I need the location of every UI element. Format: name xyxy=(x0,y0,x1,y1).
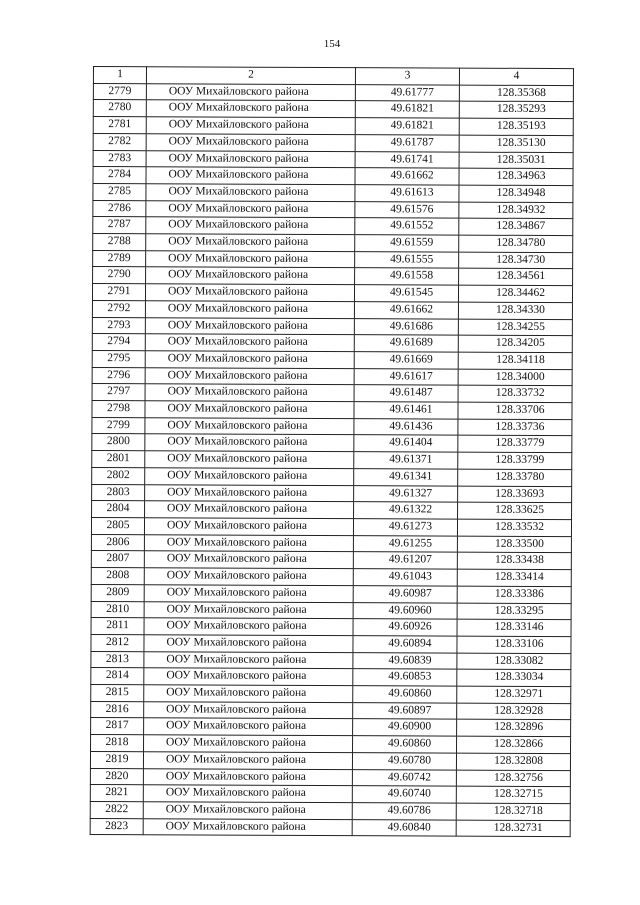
table-row xyxy=(93,183,573,202)
organization-name: ООУ Михайловского района xyxy=(144,618,353,636)
organization-name: ООУ Михайловского района xyxy=(146,184,355,202)
latitude-value: 49.61552 xyxy=(355,218,459,235)
longitude-value: 128.32928 xyxy=(457,703,571,720)
longitude-value: 128.34462 xyxy=(458,285,572,302)
longitude-value: 128.33779 xyxy=(458,436,572,453)
row-number: 2814 xyxy=(91,668,144,685)
longitude-value: 128.32731 xyxy=(456,820,570,837)
latitude-value: 49.60839 xyxy=(353,652,457,669)
row-number: 2780 xyxy=(93,100,146,117)
organization-name: ООУ Михайловского района xyxy=(146,267,355,285)
organization-name: ООУ Михайловского района xyxy=(145,484,354,502)
table-row xyxy=(92,317,572,336)
row-number: 2785 xyxy=(93,183,146,200)
table-row xyxy=(93,234,573,253)
row-number: 2816 xyxy=(91,701,144,718)
row-number: 2817 xyxy=(91,718,144,735)
row-number: 2809 xyxy=(91,584,144,601)
row-number: 2798 xyxy=(92,401,145,418)
organization-name: ООУ Михайловского района xyxy=(146,117,355,135)
organization-name: ООУ Михайловского района xyxy=(144,551,353,569)
row-number: 2801 xyxy=(92,451,145,468)
latitude-value: 49.60853 xyxy=(353,669,457,686)
organization-name: ООУ Михайловского района xyxy=(145,317,354,335)
row-number: 2822 xyxy=(90,801,143,818)
longitude-value: 128.32756 xyxy=(456,770,570,787)
latitude-value: 49.60900 xyxy=(353,719,457,736)
row-number: 2786 xyxy=(93,200,146,217)
table-row xyxy=(93,150,573,169)
latitude-value: 49.61043 xyxy=(353,569,457,586)
table-row xyxy=(92,334,572,353)
row-number: 2812 xyxy=(91,634,144,651)
table-row xyxy=(92,401,572,420)
longitude-value: 128.33414 xyxy=(457,569,571,586)
table-row xyxy=(90,768,570,787)
table-row xyxy=(91,651,571,670)
organization-name: ООУ Михайловского района xyxy=(146,150,355,168)
latitude-value: 49.60894 xyxy=(353,636,457,653)
organization-name: ООУ Михайловского района xyxy=(144,585,353,603)
organization-name: ООУ Михайловского района xyxy=(144,735,353,753)
header-col-4: 4 xyxy=(459,68,573,85)
latitude-value: 49.61207 xyxy=(353,552,457,569)
header-col-3: 3 xyxy=(355,68,459,85)
latitude-value: 49.61487 xyxy=(354,385,458,402)
table-row xyxy=(93,267,573,286)
table-row xyxy=(92,350,572,369)
row-number: 2823 xyxy=(90,818,143,835)
latitude-value: 49.60897 xyxy=(353,702,457,719)
page-number: 154 xyxy=(323,38,341,50)
longitude-value: 128.33736 xyxy=(458,419,572,436)
latitude-value: 49.61555 xyxy=(355,251,459,268)
table-row xyxy=(93,167,573,186)
longitude-value: 128.32896 xyxy=(457,720,571,737)
longitude-value: 128.33625 xyxy=(458,502,572,519)
latitude-value: 49.61273 xyxy=(353,519,457,536)
latitude-value: 49.60740 xyxy=(352,786,456,803)
longitude-value: 128.34561 xyxy=(459,269,573,286)
row-number: 2795 xyxy=(92,350,145,367)
row-number: 2794 xyxy=(92,334,145,351)
row-number: 2790 xyxy=(93,267,146,284)
header-col-1: 1 xyxy=(93,67,146,84)
row-number: 2800 xyxy=(92,434,145,451)
latitude-value: 49.61689 xyxy=(354,335,458,352)
latitude-value: 49.61371 xyxy=(354,452,458,469)
table-row xyxy=(90,751,570,770)
row-number: 2779 xyxy=(93,83,146,100)
row-number: 2799 xyxy=(92,417,145,434)
longitude-value: 128.33386 xyxy=(457,586,571,603)
organization-name: ООУ Михайловского района xyxy=(145,384,354,402)
table-row xyxy=(91,735,571,754)
longitude-value: 128.33106 xyxy=(457,636,571,653)
longitude-value: 128.35368 xyxy=(459,85,573,102)
longitude-value: 128.32718 xyxy=(456,803,570,820)
organization-name: ООУ Михайловского района xyxy=(146,100,355,118)
row-number: 2806 xyxy=(91,534,144,551)
table-row xyxy=(91,668,571,687)
latitude-value: 49.61741 xyxy=(355,151,459,168)
latitude-value: 49.61669 xyxy=(354,352,458,369)
organization-name: ООУ Михайловского района xyxy=(145,451,354,469)
table-row xyxy=(93,200,573,219)
table-row xyxy=(92,434,572,453)
longitude-value: 128.33780 xyxy=(458,469,572,486)
latitude-value: 49.61545 xyxy=(354,285,458,302)
table-row xyxy=(92,467,572,486)
row-number: 2813 xyxy=(91,651,144,668)
longitude-value: 128.34780 xyxy=(459,235,573,252)
table-row xyxy=(91,568,571,587)
longitude-value: 128.33082 xyxy=(457,653,571,670)
organization-name: ООУ Михайловского района xyxy=(146,250,355,268)
longitude-value: 128.35130 xyxy=(459,135,573,152)
organization-name: ООУ Михайловского района xyxy=(144,635,353,653)
table-row xyxy=(93,250,573,269)
longitude-value: 128.33706 xyxy=(458,402,572,419)
latitude-value: 49.60780 xyxy=(352,752,456,769)
row-number: 2819 xyxy=(90,751,143,768)
latitude-value: 49.61662 xyxy=(355,168,459,185)
organization-name: ООУ Михайловского района xyxy=(144,685,353,703)
organization-name: ООУ Михайловского района xyxy=(145,351,354,369)
organization-name: ООУ Михайловского района xyxy=(145,284,354,302)
longitude-value: 128.34932 xyxy=(459,202,573,219)
table-row xyxy=(92,384,572,403)
row-number: 2788 xyxy=(93,234,146,251)
latitude-value: 49.61558 xyxy=(355,268,459,285)
row-number: 2791 xyxy=(92,284,145,301)
longitude-value: 128.33799 xyxy=(458,452,572,469)
table-row xyxy=(90,801,570,820)
row-number: 2805 xyxy=(91,517,144,534)
organization-name: ООУ Михайловского района xyxy=(144,718,353,736)
row-number: 2796 xyxy=(92,367,145,384)
table-row xyxy=(91,634,571,653)
latitude-value: 49.60786 xyxy=(352,803,456,820)
organization-name: ООУ Михайловского района xyxy=(146,83,355,101)
table-row xyxy=(93,217,573,236)
latitude-value: 49.61613 xyxy=(355,185,459,202)
latitude-value: 49.61686 xyxy=(354,318,458,335)
longitude-value: 128.33034 xyxy=(457,669,571,686)
longitude-value: 128.32971 xyxy=(457,686,571,703)
table-row xyxy=(91,517,571,536)
table-body xyxy=(90,83,573,837)
latitude-value: 49.61787 xyxy=(355,134,459,151)
row-number: 2784 xyxy=(93,167,146,184)
organization-name: ООУ Михайловского района xyxy=(145,401,354,419)
row-number: 2811 xyxy=(91,618,144,635)
latitude-value: 49.60860 xyxy=(353,736,457,753)
latitude-value: 49.60987 xyxy=(353,585,457,602)
row-number: 2792 xyxy=(92,300,145,317)
latitude-value: 49.61617 xyxy=(354,368,458,385)
table-row xyxy=(91,551,571,570)
longitude-value: 128.34730 xyxy=(459,252,573,269)
organization-name: ООУ Михайловского района xyxy=(146,234,355,252)
table-row xyxy=(91,601,571,620)
row-number: 2793 xyxy=(92,317,145,334)
latitude-value: 49.61576 xyxy=(355,201,459,218)
row-number: 2807 xyxy=(91,551,144,568)
row-number: 2821 xyxy=(90,785,143,802)
table-row xyxy=(92,284,572,303)
row-number: 2803 xyxy=(92,484,145,501)
longitude-value: 128.35031 xyxy=(459,152,573,169)
row-number: 2815 xyxy=(91,685,144,702)
organization-name: ООУ Михайловского района xyxy=(145,468,354,486)
table-row xyxy=(91,685,571,704)
longitude-value: 128.33438 xyxy=(457,552,571,569)
header-col-2: 2 xyxy=(146,67,355,85)
organization-name: ООУ Михайловского района xyxy=(143,802,352,820)
longitude-value: 128.32808 xyxy=(456,753,570,770)
organization-name: ООУ Михайловского района xyxy=(143,818,352,836)
row-number: 2818 xyxy=(91,735,144,752)
organization-name: ООУ Михайловского района xyxy=(145,367,354,385)
table-row xyxy=(90,785,570,804)
longitude-value: 128.33532 xyxy=(457,519,571,536)
organization-name: ООУ Михайловского района xyxy=(144,568,353,586)
latitude-value: 49.61821 xyxy=(355,118,459,135)
latitude-value: 49.60742 xyxy=(352,769,456,786)
table-row xyxy=(92,484,572,503)
table-row xyxy=(90,818,570,837)
latitude-value: 49.60860 xyxy=(353,686,457,703)
longitude-value: 128.34255 xyxy=(458,319,572,336)
organization-name: ООУ Михайловского района xyxy=(146,217,355,235)
longitude-value: 128.33732 xyxy=(458,385,572,402)
row-number: 2802 xyxy=(92,467,145,484)
longitude-value: 128.32866 xyxy=(457,736,571,753)
table-header-row xyxy=(93,67,573,86)
row-number: 2804 xyxy=(92,501,145,518)
organization-name: ООУ Михайловского района xyxy=(144,668,353,686)
latitude-value: 49.61255 xyxy=(353,535,457,552)
row-number: 2820 xyxy=(90,768,143,785)
organization-name: ООУ Михайловского района xyxy=(146,167,355,185)
longitude-value: 128.34118 xyxy=(458,352,572,369)
latitude-value: 49.60926 xyxy=(353,619,457,636)
table-row xyxy=(93,83,573,102)
row-number: 2783 xyxy=(93,150,146,167)
table-row xyxy=(92,367,572,386)
organization-name: ООУ Михайловского района xyxy=(143,752,352,770)
row-number: 2810 xyxy=(91,601,144,618)
longitude-value: 128.33693 xyxy=(458,486,572,503)
latitude-value: 49.60840 xyxy=(352,819,456,836)
longitude-value: 128.34963 xyxy=(459,168,573,185)
row-number: 2797 xyxy=(92,384,145,401)
longitude-value: 128.35193 xyxy=(459,118,573,135)
latitude-value: 49.61461 xyxy=(354,402,458,419)
table-row xyxy=(92,501,572,520)
table-row xyxy=(91,534,571,553)
longitude-value: 128.33500 xyxy=(457,536,571,553)
latitude-value: 49.61341 xyxy=(354,469,458,486)
table-row xyxy=(92,417,572,436)
organization-name: ООУ Михайловского района xyxy=(144,518,353,536)
longitude-value: 128.34867 xyxy=(459,218,573,235)
organization-name: ООУ Михайловского района xyxy=(145,434,354,452)
row-number: 2808 xyxy=(91,568,144,585)
organization-name: ООУ Михайловского района xyxy=(145,334,354,352)
longitude-value: 128.35293 xyxy=(459,102,573,119)
organization-name: ООУ Михайловского района xyxy=(144,534,353,552)
organization-name: ООУ Михайловского района xyxy=(144,701,353,719)
latitude-value: 49.61662 xyxy=(354,301,458,318)
coordinates-table xyxy=(90,66,574,837)
latitude-value: 49.61404 xyxy=(354,435,458,452)
longitude-value: 128.34205 xyxy=(458,335,572,352)
organization-name: ООУ Михайловского района xyxy=(143,768,352,786)
table-row xyxy=(92,451,572,470)
latitude-value: 49.61821 xyxy=(355,101,459,118)
row-number: 2789 xyxy=(93,250,146,267)
organization-name: ООУ Михайловского района xyxy=(144,601,353,619)
longitude-value: 128.34330 xyxy=(458,302,572,319)
latitude-value: 49.61777 xyxy=(355,84,459,101)
table-row xyxy=(93,117,573,136)
table-row xyxy=(92,300,572,319)
longitude-value: 128.34000 xyxy=(458,369,572,386)
organization-name: ООУ Михайловского района xyxy=(143,785,352,803)
latitude-value: 49.60960 xyxy=(353,602,457,619)
longitude-value: 128.32715 xyxy=(456,786,570,803)
organization-name: ООУ Михайловского района xyxy=(145,417,354,435)
table-row xyxy=(91,701,571,720)
row-number: 2787 xyxy=(93,217,146,234)
latitude-value: 49.61559 xyxy=(355,235,459,252)
table-row xyxy=(93,100,573,119)
longitude-value: 128.33146 xyxy=(457,619,571,636)
organization-name: ООУ Михайловского района xyxy=(146,200,355,218)
row-number: 2781 xyxy=(93,117,146,134)
organization-name: ООУ Михайловского района xyxy=(145,301,354,319)
longitude-value: 128.33295 xyxy=(457,603,571,620)
longitude-value: 128.34948 xyxy=(459,185,573,202)
latitude-value: 49.61436 xyxy=(354,418,458,435)
organization-name: ООУ Михайловского района xyxy=(146,134,355,152)
table-row xyxy=(91,718,571,737)
table-row xyxy=(91,618,571,637)
latitude-value: 49.61327 xyxy=(354,485,458,502)
organization-name: ООУ Михайловского района xyxy=(144,651,353,669)
organization-name: ООУ Михайловского района xyxy=(145,501,354,519)
latitude-value: 49.61322 xyxy=(354,502,458,519)
table-row xyxy=(93,133,573,152)
table-row xyxy=(91,584,571,603)
row-number: 2782 xyxy=(93,133,146,150)
